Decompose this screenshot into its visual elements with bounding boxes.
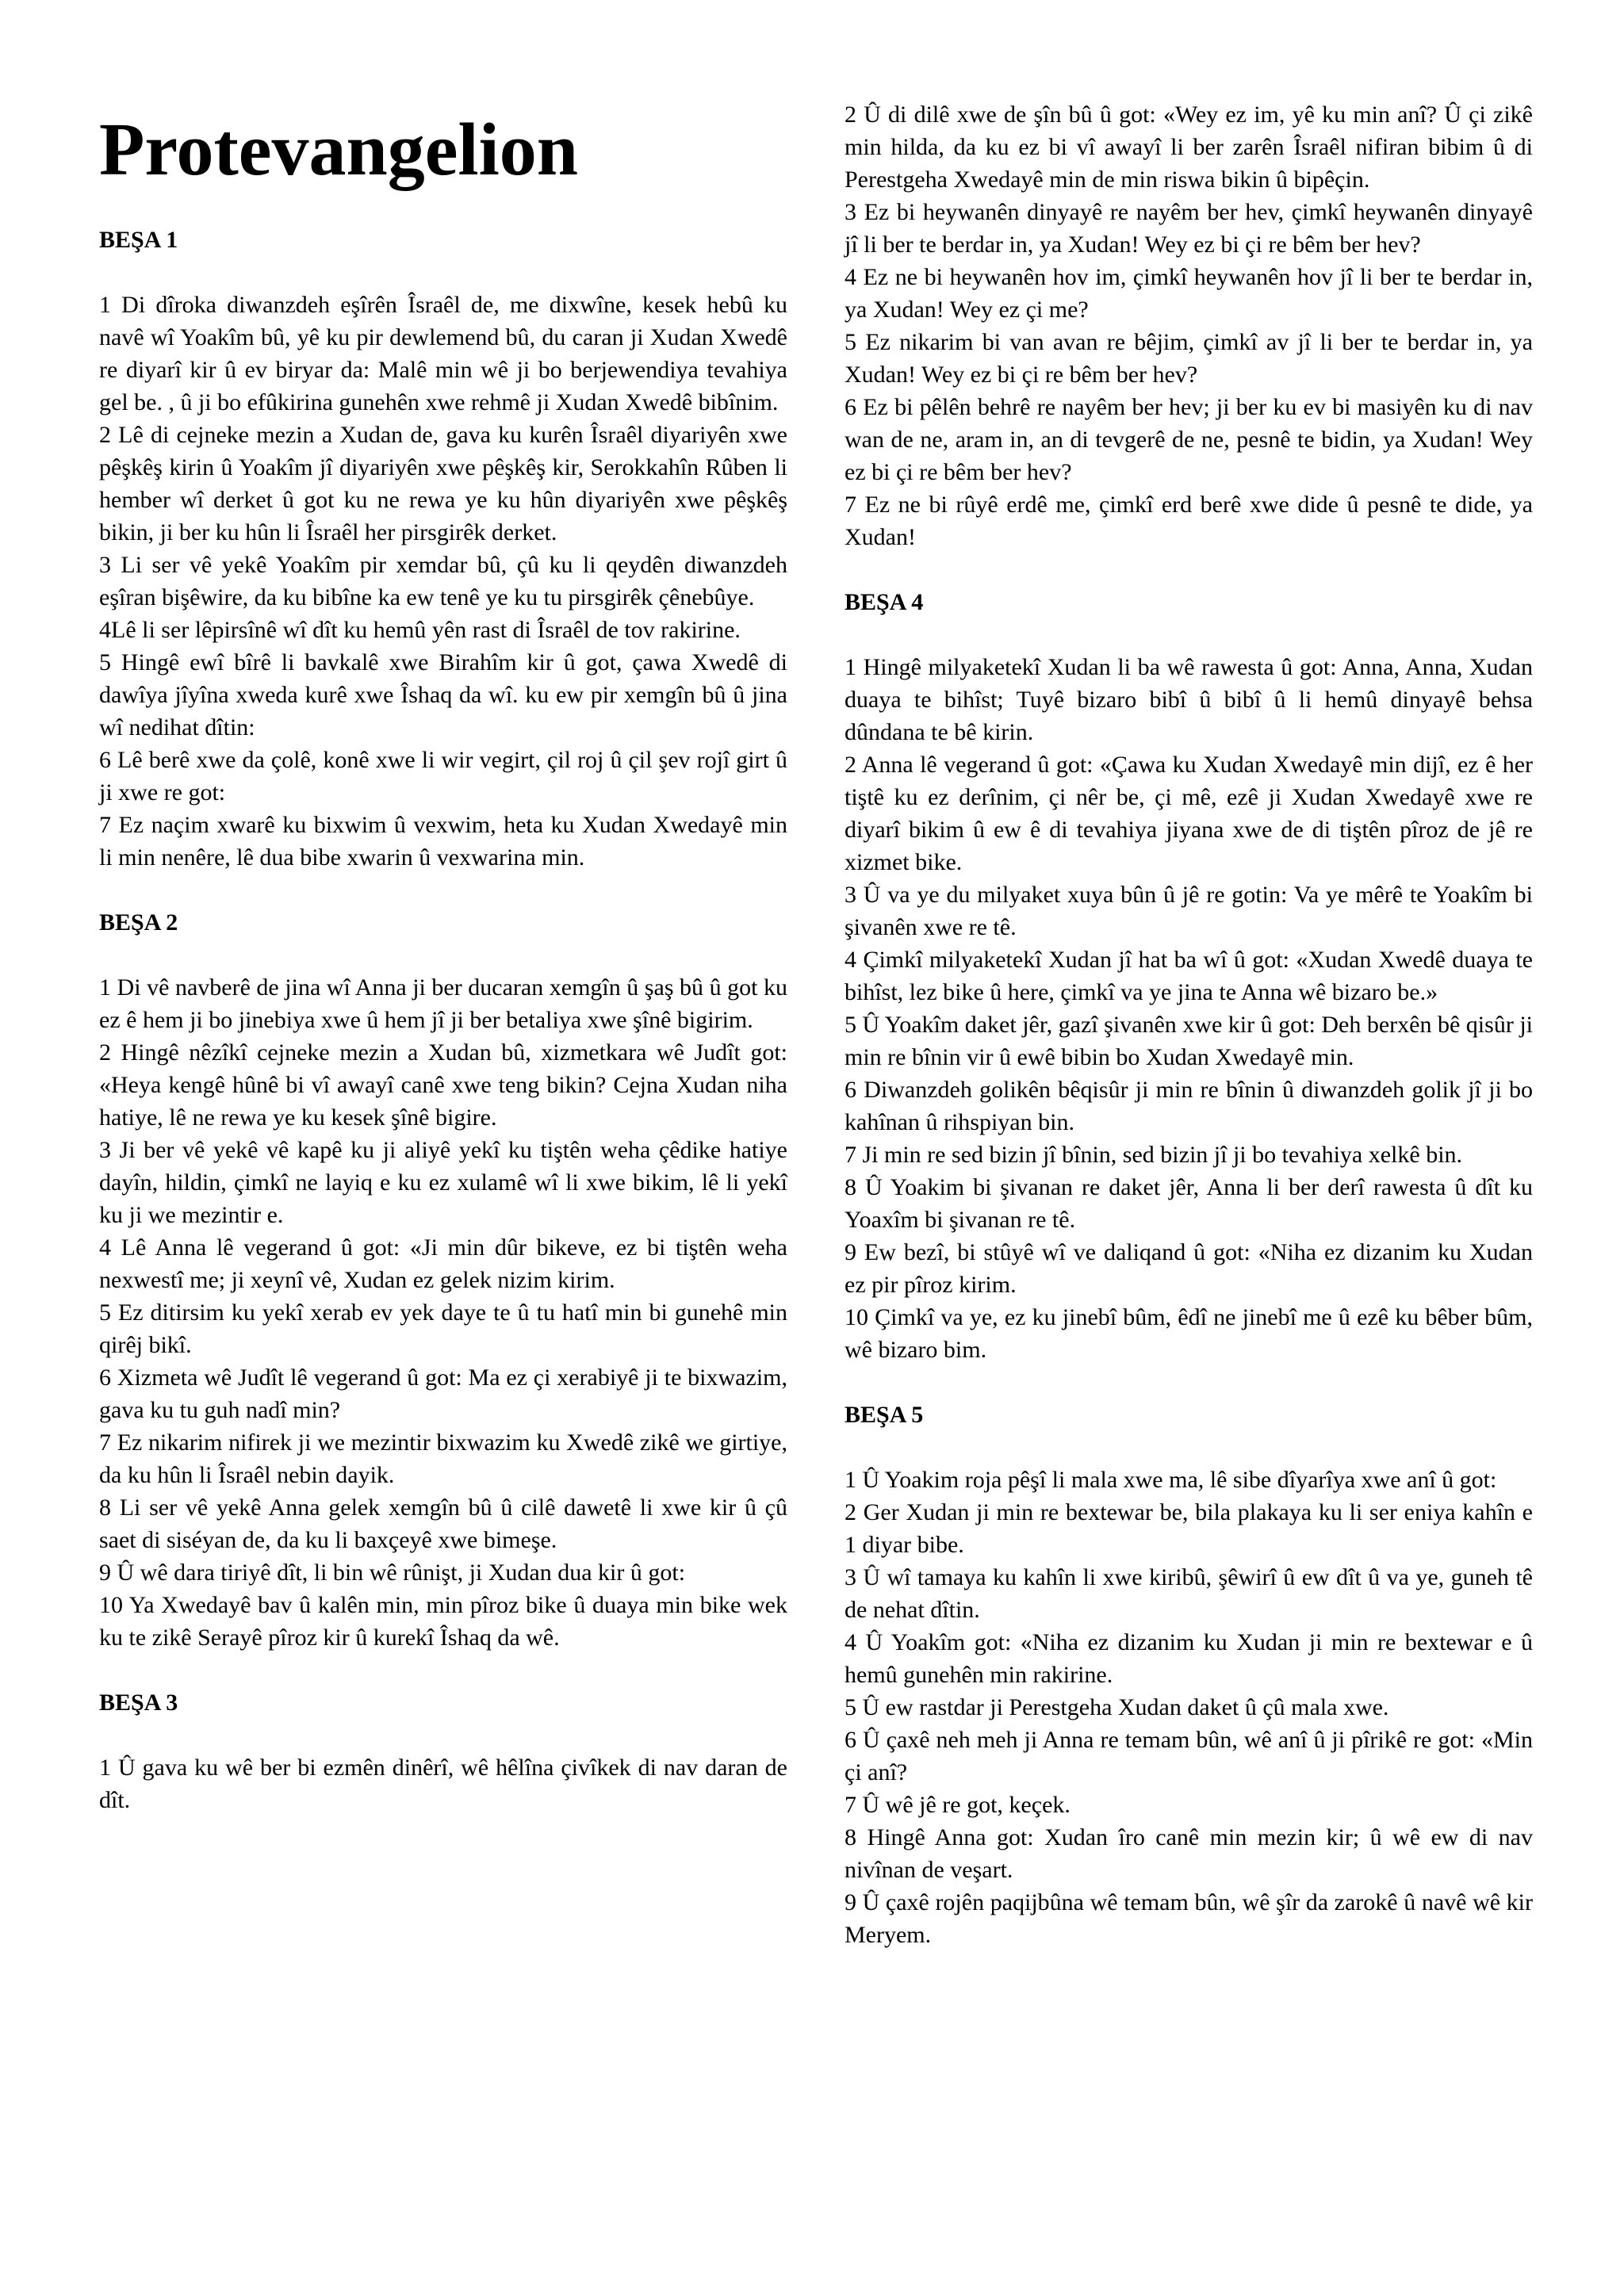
- verse: 4 Çimkî milyaketekî Xudan jî hat ba wî û got: «Xudan Xwedê duaya te bihîst, lez bike û here, çimkî va ye jina te Anna wê bizaro be.»: [845, 947, 1533, 1005]
- chapter-5: [845, 1399, 1533, 1951]
- chapter-verses: [99, 971, 787, 1654]
- verse: 9 Û çaxê rojên paqijbûna wê temam bûn, wê şîr da zarokê û navê wê kir Meryem.: [845, 1889, 1533, 1948]
- verse: 1 Di dîroka diwanzdeh eşîrên Îsraêl de, me dixwîne, kesek hebû ku navê wî Yoakîm bû, yê ku pir dewlemend bû, du caran ji Xudan Xwedê re diyarî kir û ev biryar da: Malê min wê ji bo berjewendiya tevahiya gel be. , û ji bo efûkirina gunehên xwe rehmê ji Xudan Xwedê bibînim.: [99, 292, 787, 415]
- verse: 3 Ez bi heywanên dinyayê re nayêm ber hev, çimkî heywanên dinyayê jî li ber te berdar in, ya Xudan! Wey ez bi çi re bêm ber hev?: [845, 199, 1533, 258]
- verse: 1 Hingê milyaketekî Xudan li ba wê rawesta û got: Anna, Anna, Xudan duaya te bihîst; Tuyê bizaro bibî û bibî û li hemû dinyayê behsa dûndana te bê kirin.: [845, 654, 1533, 745]
- verse: 7 Ez naçim xwarê ku bixwim û vexwim, heta ku Xudan Xwedayê min li min nenêre, lê dua bibe xwarin û vexwarina min.: [99, 812, 787, 871]
- verse: 7 Ez ne bi rûyê erdê me, çimkî erd berê xwe dide û pesnê te dide, ya Xudan!: [845, 492, 1533, 550]
- chapter-verses: [99, 289, 787, 874]
- verse: 6 Lê berê xwe da çolê, konê xwe li wir vegirt, çil roj û çil şev rojî girt û ji xwe re got:: [99, 747, 787, 806]
- verse: 9 Û wê dara tiriyê dît, li bin wê rûnişt, ji Xudan dua kir û got:: [99, 1559, 686, 1586]
- verse: 1 Û Yoakim roja pêşî li mala xwe ma, lê sibe dîyarîya xwe anî û got:: [845, 1467, 1497, 1493]
- left-column: [99, 98, 787, 1849]
- chapter-heading: BEŞA 1: [99, 227, 178, 253]
- verse: 5 Hingê ewî bîrê li bavkalê xwe Birahîm kir û got, çawa Xwedê di dawîya jîyîna xweda kurê xwe Îshaq da wî. ku ew pir xemgîn bû û jina wî nedihat dîtin:: [99, 649, 787, 740]
- chapter-2: [99, 906, 787, 1654]
- verse: 7 Ji min re sed bizin jî bînin, sed bizin jî ji bo tevahiya xelkê bin.: [845, 1142, 1463, 1168]
- verse: 3 Li ser vê yekê Yoakîm pir xemdar bû, çû ku li qeydên diwanzdeh eşîran bişêwire, da ku bibîne ka ew tenê ye ku tu pirsgirêk çênebûye.: [99, 552, 787, 610]
- verse: 9 Ew bezî, bi stûyê wî ve daliqand û got: «Niha ez dizanim ku Xudan ez pir pîroz kirim.: [845, 1239, 1533, 1298]
- verse: 2 Hingê nêzîkî cejneke mezin a Xudan bû, xizmetkara wê Judît got: «Heya kengê hûnê bi vî awayî canê xwe teng bikin? Cejna Xudan niha hatiye, lê ne rewa ye ku kesek şînê bigire.: [99, 1039, 787, 1131]
- chapter-verses: [845, 1464, 1533, 1951]
- right-column: [845, 98, 1533, 1984]
- verse: 4 Û Yoakîm got: «Niha ez dizanim ku Xudan ji min re bextewar e û hemû gunehên min rakirine.: [845, 1629, 1533, 1688]
- chapter-heading: BEŞA 2: [99, 909, 178, 936]
- chapter-3-continued: [845, 98, 1533, 553]
- verse: 6 Xizmeta wê Judît lê vegerand û got: Ma ez çi xerabiyê ji te bixwazim, gava ku tu guh nadî min?: [99, 1364, 787, 1423]
- chapter-heading: BEŞA 5: [845, 1402, 924, 1428]
- verse: 2 Ger Xudan ji min re bextewar be, bila plakaya ku li ser eniya kahîn e 1 diyar bibe.: [845, 1499, 1533, 1558]
- chapter-heading: BEŞA 3: [99, 1689, 178, 1716]
- verse: 1 Di vê navberê de jina wî Anna ji ber ducaran xemgîn û şaş bû û got ku ez ê hem ji bo jinebiya xwe û hem jî ji ber betaliya xwe şînê bigirim.: [99, 974, 787, 1033]
- verse: 1 Û gava ku wê ber bi ezmên dinêrî, wê hêlîna çivîkek di nav daran de dît.: [99, 1755, 787, 1813]
- verse: 7 Ez nikarim nifirek ji we mezintir bixwazim ku Xwedê zikê we girtiye, da ku hûn li Îsraêl nebin dayik.: [99, 1429, 787, 1488]
- verse: 8 Li ser vê yekê Anna gelek xemgîn bû û cilê dawetê li xwe kir û çû saet di siséyan de, da ku li baxçeyê xwe bimeşe.: [99, 1494, 787, 1553]
- verse: 2 Anna lê vegerand û got: «Çawa ku Xudan Xwedayê min dijî, ez ê her tiştê ku ez derînim, çi nêr be, çi mê, ezê ji Xudan Xwedayê xwe re diyarî bikim û ew ê di tevahiya jiyana xwe de di tiştên pîroz de jê re xizmet bike.: [845, 752, 1533, 875]
- verse: 5 Ez ditirsim ku yekî xerab ev yek daye te û tu hatî min bi gunehê min qirêj bikî.: [99, 1299, 787, 1358]
- verse: 3 Ji ber vê yekê vê kapê ku ji aliyê yekî ku tiştên weha çêdike hatiye dayîn, hildin, çimkî ne layiq e ku ez xulamê wî li xwe bikim, lê li yekî ku ji we mezintir e.: [99, 1137, 787, 1228]
- verse: 4 Lê Anna lê vegerand û got: «Ji min dûr bikeve, ez bi tiştên weha nexwestî me; ji xeynî vê, Xudan ez gelek nizim kirim.: [99, 1234, 787, 1293]
- verse: 2 Û di dilê xwe de şîn bû û got: «Wey ez im, yê ku min anî? Û çi zikê min hilda, da ku ez bi vî awayî li ber zarên Îsraêl nifiran bibim û di Perestgeha Xwedayê min de min riswa bikin û bipêçin.: [845, 101, 1533, 193]
- chapter-verses: [845, 98, 1533, 553]
- verse: 3 Û va ye du milyaket xuya bûn û jê re gotin: Va ye mêrê te Yoakîm bi şivanên xwe re tê.: [845, 882, 1533, 940]
- verse: 10 Çimkî va ye, ez ku jinebî bûm, êdî ne jinebî me û ezê ku bêber bûm, wê bizaro bim.: [845, 1304, 1533, 1363]
- verse: 6 Û çaxê neh meh ji Anna re temam bûn, wê anî û ji pîrikê re got: «Min çi anî?: [845, 1727, 1533, 1785]
- verse: 3 Û wî tamaya ku kahîn li xwe kiribû, şêwirî û ew dît û va ye, guneh tê de nehat dîtin.: [845, 1564, 1533, 1623]
- verse: 5 Ez nikarim bi van avan re bêjim, çimkî av jî li ber te berdar in, ya Xudan! Wey ez bi çi re bêm ber hev?: [845, 329, 1533, 388]
- verse: 4Lê li ser lêpirsînê wî dît ku hemû yên rast di Îsraêl de tov rakirine.: [99, 617, 741, 643]
- verse: 4 Ez ne bi heywanên hov im, çimkî heywanên hov jî li ber te berdar in, ya Xudan! Wey ez çi me?: [845, 264, 1533, 323]
- verse: 10 Ya Xwedayê bav û kalên min, min pîroz bike û duaya min bike wek ku te zikê Serayê pîroz kir û kurekî Îshaq da wê.: [99, 1592, 787, 1651]
- chapter-3-start: [99, 1686, 787, 1816]
- verse: 6 Ez bi pêlên behrê re nayêm ber hev; ji ber ku ev bi masiyên ku di nav wan de ne, aram in, an di tevgerê de ne, pesnê te bidin, ya Xudan! Wey ez bi çi re bêm ber hev?: [845, 394, 1533, 485]
- verse: 6 Diwanzdeh golikên bêqisûr ji min re bînin û diwanzdeh golik jî ji bo kahînan û rihspiyan bin.: [845, 1077, 1533, 1135]
- verse: 5 Û Yoakîm daket jêr, gazî şivanên xwe kir û got: Deh berxên bê qisûr ji min re bînin vir û ewê bibin bo Xudan Xwedayê min.: [845, 1012, 1533, 1070]
- verse: 2 Lê di cejneke mezin a Xudan de, gava ku kurên Îsraêl diyariyên xwe pêşkêş kirin û Yoakîm jî diyariyên xwe pêşkêş kir, Serokkahîn Rûben li hember wî derket û got ku ne rewa ye ku hûn diyariyên xwe pêşkêş bikin, ji ber ku hûn li Îsraêl her pirsgirêk derket.: [99, 422, 787, 545]
- chapter-1: [99, 224, 787, 874]
- chapter-verses: [845, 651, 1533, 1366]
- verse: 8 Û Yoakim bi şivanan re daket jêr, Anna li ber derî rawesta û dît ku Yoaxîm bi şivanan re tê.: [845, 1174, 1533, 1233]
- verse: 8 Hingê Anna got: Xudan îro canê min mezin kir; û wê ew di nav nivînan de veşart.: [845, 1824, 1533, 1883]
- chapter-4: [845, 586, 1533, 1366]
- chapter-verses: [99, 1751, 787, 1816]
- document-title: Protevangelion: [99, 109, 578, 191]
- verse: 7 Û wê jê re got, keçek.: [845, 1792, 1071, 1818]
- chapter-heading: BEŞA 4: [845, 589, 924, 615]
- verse: 5 Û ew rastdar ji Perestgeha Xudan daket û çû mala xwe.: [845, 1694, 1389, 1720]
